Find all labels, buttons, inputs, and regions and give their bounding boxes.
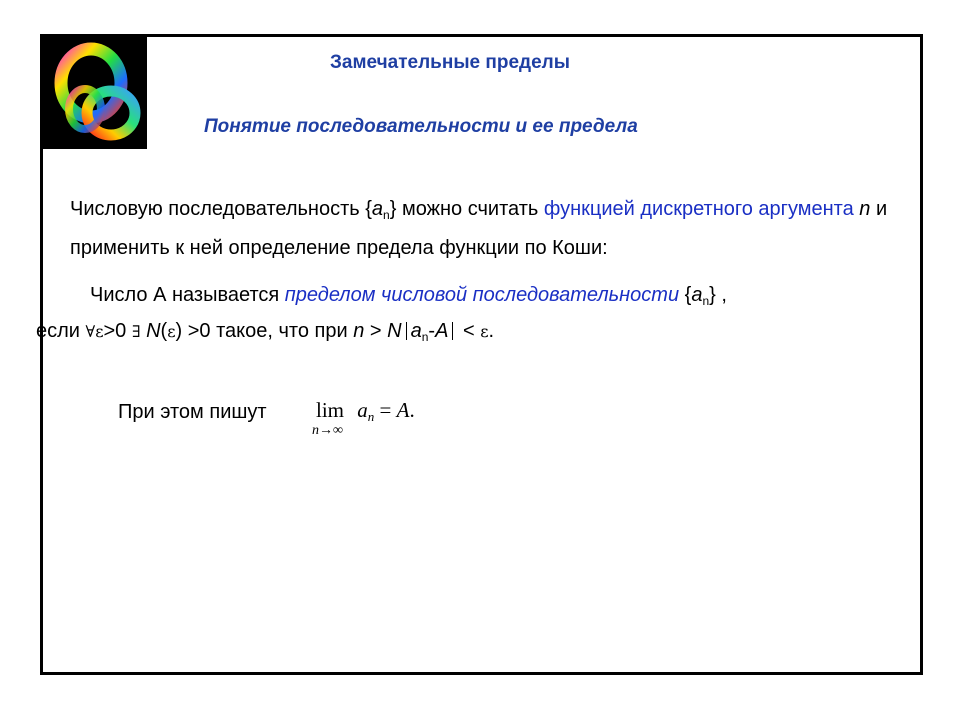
sequence-index: n	[702, 294, 710, 308]
less-sign: <	[457, 320, 481, 342]
epsilon-symbol: ε	[167, 322, 176, 341]
period: .	[409, 398, 415, 422]
sequence-index: n	[421, 330, 429, 344]
intro-text-3: и применить к ней определение предела функции по Коши:	[70, 198, 888, 259]
N-var: N	[387, 320, 402, 342]
lim-operator: lim	[316, 398, 345, 422]
intro-text-2: } можно считать	[389, 198, 544, 220]
notation-label: При этом пишут	[118, 401, 267, 423]
if-text: если	[36, 320, 86, 342]
sequence-index: n	[367, 409, 375, 424]
sequence-var: a	[410, 320, 422, 342]
argument-var: n	[859, 198, 871, 220]
exists-symbol: ∃	[131, 322, 141, 341]
page-subtitle: Понятие последовательности и ее предела	[204, 116, 638, 137]
greater-zero-text: >0	[103, 320, 132, 342]
forall-epsilon-symbol: ∀ε	[85, 322, 104, 341]
n-var: n	[353, 320, 365, 342]
paren-open: (	[160, 320, 168, 342]
definition-brace-open: {	[679, 284, 692, 306]
abs-bar-left	[406, 322, 407, 340]
abs-bar-right	[452, 322, 453, 340]
sequence-var: a	[371, 198, 384, 220]
intro-text-1: Числовую последовательность {	[70, 198, 372, 220]
minus-sign: -	[428, 320, 436, 342]
page-title: Замечательные пределы	[330, 52, 570, 73]
definition-line-1	[90, 284, 727, 308]
greater-sign: >	[364, 320, 388, 342]
period: .	[488, 320, 495, 342]
definition-brace-close: } ,	[709, 284, 727, 306]
torus-knot-logo-icon	[41, 35, 147, 149]
limit-expression	[316, 398, 415, 425]
limit-subscript: n→∞	[312, 423, 343, 438]
A-var: A	[396, 398, 410, 422]
sequence-index: n	[383, 208, 390, 222]
epsilon-symbol: ε	[480, 322, 489, 341]
sequence-var: a	[357, 398, 368, 422]
highlight-discrete-function: функцией дискретного аргумента	[543, 198, 854, 220]
such-that-text: ) >0 такое, что при	[175, 320, 354, 342]
N-var: N	[146, 320, 161, 342]
equals-sign: =	[374, 398, 397, 422]
A-var: A	[435, 320, 449, 342]
intro-paragraph	[70, 193, 910, 265]
definition-text-1: Число А называется	[90, 284, 285, 306]
highlight-sequence-limit: пределом числовой последовательности	[284, 284, 680, 306]
definition-line-2	[36, 320, 494, 344]
sequence-var: a	[691, 284, 703, 306]
